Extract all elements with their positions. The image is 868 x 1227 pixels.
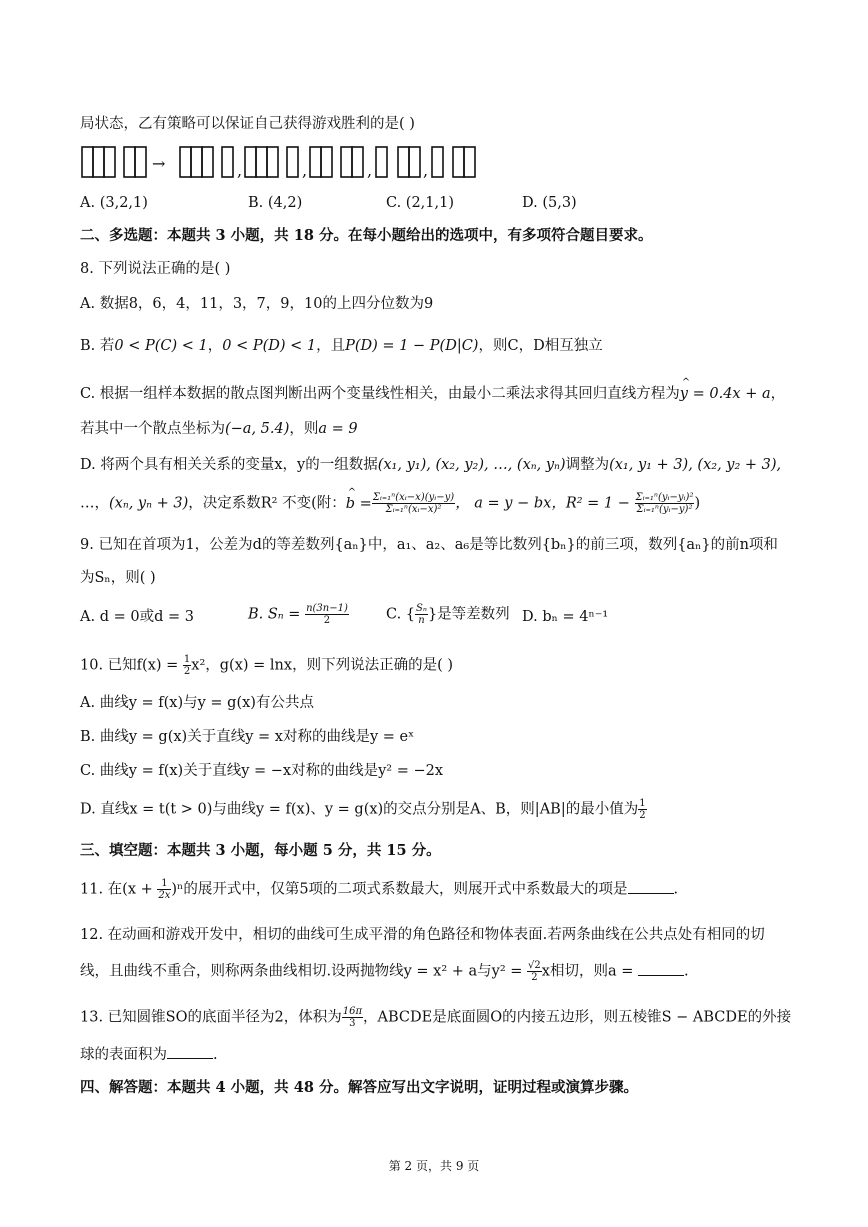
q9-option-d[interactable]: D. bₙ = 4ⁿ⁻¹ <box>522 609 609 625</box>
q10-option-b[interactable]: B. 曲线y = g(x)关于直线y = x对称的曲线是y = eˣ <box>80 729 415 745</box>
q13-line1: 13. 已知圆锥SO的底面半径为2，体积为 $\frac{16\pi}{3}$ ，ABCDE是底面圆O的内接五边形，则五棱锥S − ABCDE的外接 <box>80 1006 792 1029</box>
section-3-heading: 三、填空题：本题共 3 小题，每小题 5 分，共 15 分。 <box>80 842 441 859</box>
q8-option-b[interactable]: B. 若0 < P(C) < 1，0 < P(D) < 1，且P(D) = 1 − P(D|C)，则C，D相互独立 <box>80 338 603 354</box>
q8-option-c-line1[interactable]: C. 根据一组样本数据的散点图判断出两个变量线性相关，由最小二乘法求得其回归直线方程为^ y = 0.4x + a， <box>80 384 785 404</box>
svg-text:,: , <box>302 161 308 180</box>
q12-line1: 12. 在动画和游戏开发中，相切的曲线可生成平滑的角色路径和物体表面.若两条曲线在公共点处有相同的切 <box>80 927 765 943</box>
q12-answer-blank[interactable] <box>638 963 684 976</box>
q11-text: 11. 在(x + $\frac{1}{2x}$ )ⁿ的展开式中，仅第5项的二项式系数最大，则展开式中系数最大的项是 . <box>80 878 679 901</box>
q8-stem: 8. 下列说法正确的是( ) <box>80 261 231 277</box>
q7-stem-tail: 局状态，乙有策略可以保证自己获得游戏胜利的是( ) <box>80 116 415 132</box>
q8-option-d-line2: …，(xₙ, yₙ + 3)，决定系数R² 不变(附：^ b = $\frac{\text{Σᵢ₌₁ⁿ(xᵢ−x)(yᵢ−y)}}{\text{Σᵢ₌₁ⁿ(xᵢ−x)²}}$ ， a = y − bx，R² = 1 − $\frac{\text{Σᵢ₌₁ⁿ(yᵢ−yᵢ)²}}{\text{Σᵢ₌₁ⁿ(yᵢ−y)²}}$ ) <box>80 492 700 515</box>
q7-option-d[interactable]: D. (5,3) <box>522 195 577 211</box>
q7-option-b[interactable]: B. (4,2) <box>248 195 303 211</box>
q10-option-d[interactable]: D. 直线x = t(t > 0)与曲线y = f(x)、y = g(x)的交点分别是A、B，则|AB|的最小值为 $\frac{1}{2}$ <box>80 798 646 821</box>
page-footer: 第 2 页，共 9 页 <box>388 1159 480 1173</box>
q10-stem: 10. 已知f(x) = $\frac{1}{2}$ x²，g(x) = lnx，则下列说法正确的是( ) <box>80 654 453 677</box>
q7-option-c[interactable]: C. (2,1,1) <box>386 195 455 211</box>
pile-diagram <box>80 145 480 181</box>
q9-stem-line2: 为Sₙ，则( ) <box>80 570 156 586</box>
q9-option-b[interactable]: B. Sₙ = $\frac{n(3n-1)}{2}$ <box>248 603 348 626</box>
section-2-heading: 二、多选题：本题共 3 小题，共 18 分。在每小题给出的选项中，有多项符合题目要求。 <box>80 227 653 244</box>
q10-option-a[interactable]: A. 曲线y = f(x)与y = g(x)有公共点 <box>80 695 314 711</box>
q9-option-c[interactable]: C. { $\frac{\text{Sₙ}}{n}$ }是等差数列 <box>386 603 510 626</box>
svg-text:,: , <box>237 161 243 180</box>
section-4-heading: 四、解答题：本题共 4 小题，共 48 分。解答应写出文字说明，证明过程或演算步骤。 <box>80 1079 638 1096</box>
q9-stem-line1: 9. 已知在首项为1，公差为d的等差数列{aₙ}中，a₁、a₂、a₆是等比数列{bₙ}的前三项，数列{aₙ}的前n项和 <box>80 537 778 553</box>
q12-line2: 线，且曲线不重合，则称两条曲线相切.设两抛物线y = x² + a与y² = $\frac{√2}{2}$ x相切，则a = . <box>80 960 689 983</box>
q8-option-a[interactable]: A. 数据8，6，4，11，3，7，9，10的上四分位数为9 <box>80 296 434 312</box>
q7-option-a[interactable]: A. (3,2,1) <box>80 195 148 211</box>
q13-line2: 球的表面积为 . <box>80 1047 218 1063</box>
q11-answer-blank[interactable] <box>628 881 674 894</box>
q8-option-c-line2: 若其中一个散点坐标为(−a, 5.4)，则a = 9 <box>80 421 358 437</box>
q8-option-d-line1[interactable]: D. 将两个具有相关关系的变量x，y的一组数据(x₁, y₁), (x₂, y₂), …, (xₙ, yₙ)调整为(x₁, y₁ + 3), (x₂, y₂ + 3), <box>80 457 782 473</box>
svg-text:,: , <box>423 161 429 180</box>
q13-answer-blank[interactable] <box>167 1046 213 1059</box>
svg-text:,: , <box>367 161 373 180</box>
q9-option-a[interactable]: A. d = 0或d = 3 <box>80 609 194 625</box>
arrow-text: → <box>152 154 166 173</box>
q10-option-c[interactable]: C. 曲线y = f(x)关于直线y = −x对称的曲线是y² = −2x <box>80 763 444 779</box>
